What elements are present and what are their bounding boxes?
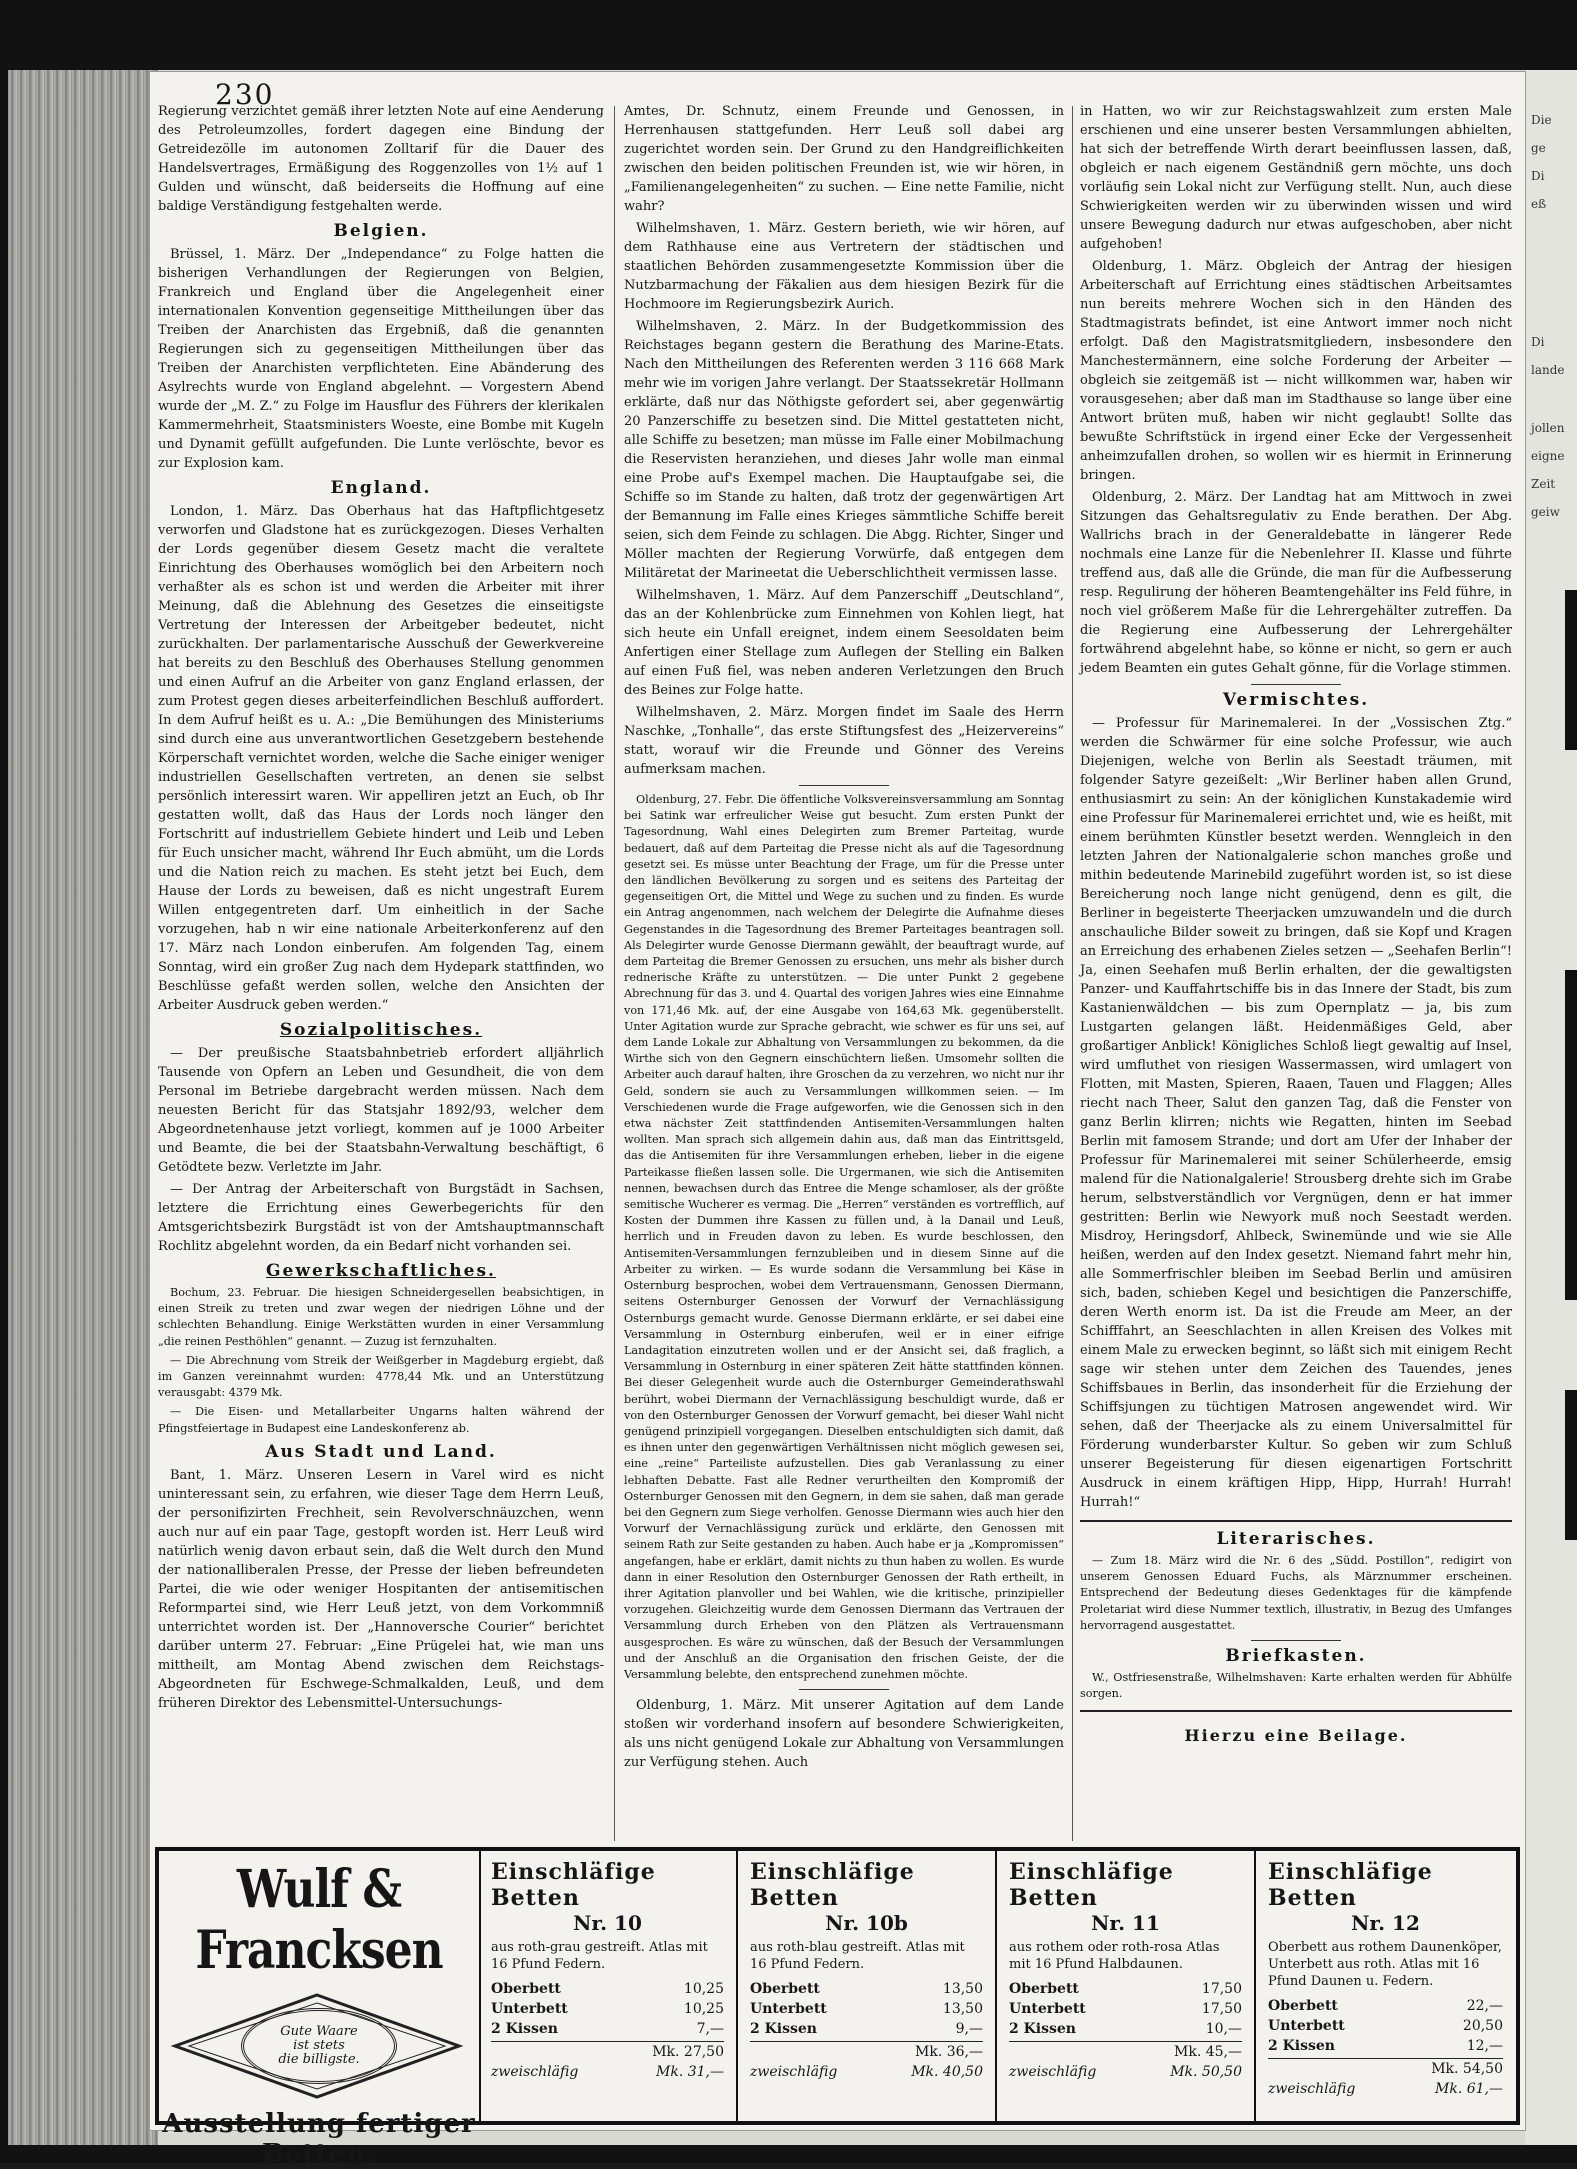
alt-label: zweischläfig — [750, 2064, 838, 2080]
article-text: Bochum, 23. Februar. Die hiesigen Schneidergesellen beabsichtigen, in einen Streik zu treten und zwar wegen der niedrigen Löhne und der schlechten Behandlung. Einige Werkstätten wurden in einer Versammlung „die reinen Pesthöhlen“ genannt. — Zuzug ist fernzuhalten. — [158, 1286, 604, 1348]
item-name: Oberbett — [491, 1981, 561, 1997]
adjacent-page-edge — [1525, 70, 1577, 2145]
alt-price: Mk. 40,50 — [911, 2064, 983, 2080]
separator-rule — [799, 1689, 889, 1690]
ad-slogan-line: Gute Waare — [280, 2024, 358, 2039]
article-text: Regierung verzichtet gemäß ihrer letzten Note auf eine Aenderung des Petroleumzolles, fordert dagegen eine Bindung der Getreidezölle im autonomen Zolltarif für die Dauer des Handelsvertrages, Ermäßigung des Roggenzolles von 1½ auf 1 Gulden und wünscht, daß beiderseits die Hoffnung auf eine baldige Verständigung festgehalten werde. — [158, 104, 604, 214]
ad-brand-name: Wulf & Francksen — [195, 1858, 443, 1982]
ad-brand-panel — [159, 1851, 481, 2169]
ad-offer — [1256, 1851, 1515, 2121]
article-text: London, 1. März. Das Oberhaus hat das Haftpflichtgesetz verworfen und Gladstone hat es zurückgezogen. Dieses Verhalten der Lords gegenüber diesem Gesetz macht die veraltete Einrichtung des Oberhauses womöglich bei den Arbeitern noch verhaßter als es schon ist und werden die Arbeiter mit ihrer Meinung, daß die Ablehnung des Gesetzes die einseitigste Vertretung der Interessen der Arbeitgeber bedeutet, nicht zurückhalten. Der parlamentarische Ausschuß der Gewerkvereine hat bereits zu den Beschluß des Oberhauses Stellung genommen und einen Aufruf an die Arbeiter von ganz England erlassen, der zum Protest gegen dieses arbeiterfeindlichen Beschluß auffordert. In dem Aufruf heißt es u. A.: „Die Bemühungen des Ministeriums sind durch eine aus unverantwortlichen Gesetzgebern bestehende Körperschaft vernichtet worden, welche die Sache einiger weniger industriellen Gesellschaften vertreten, an denen sie selbst persönlich interessirt waren. Wir appelliren jetzt an Euch, ob Ihr gestatten wollt, daß das Haus der Lords noch länger den Fortschritt auf industriellem Gebiete hindert und Leib und Leben für Euch unsicher macht, während Ihr Euch abmüht, um die Lords und die Nation reich zu machen. Es steht jetzt bei Euch, dem Hause der Lords zu beweisen, daß es nicht ungestraft Eurem Willen entgegentreten darf. Um einheitlich in der Sache vorzugehen, hab n wir eine nationale Arbeiterkonferenz auf den 17. März nach London einberufen. Am folgenden Tag, einem Sonntag, wird ein großer Zug nach dem Hydepark stattfinden, wo Beschlüsse gefaßt werden sollen, welche den Ansichten der Arbeiter Ausdruck geben werden.“ — [158, 504, 604, 1013]
section-heading: England. — [330, 478, 432, 498]
alt-label: zweischläfig — [491, 2064, 579, 2080]
edge-ink-bar — [1565, 1390, 1577, 1540]
ad-slogan-oval — [241, 2008, 397, 2084]
offer-title: Einschläfige Betten — [1009, 1859, 1174, 1911]
article-text: Oldenburg, 27. Febr. Die öffentliche Volksvereinsversammlung am Sonntag bei Satink war erfreulicher Weise gut besucht. Zum ersten Punkt der Tagesordnung, Wahl eines Delegirten zum Bremer Parteitag, wurde bedauert, daß auf dem Parteitag die Presse nicht als auf die Tagesordnung gesetzt sei. Es müsse unter Beachtung der Frage, um für die Presse unter den ländlichen Bevölkerung zu sorgen und es seitens des Parteitag der gegenseitigen Ort, die Mittel und Wege zu suchen und zu finden. Es wurde ein Antrag angenommen, nach welchem der Delegirte die Aufnahme dieses Gegenstandes in die Tagesordnung des Bremer Parteitages beantragen soll. Als Delegirter wurde Genosse Diermann gewählt, der beauftragt wurde, auf dem Parteitag die Bremer Genossen zu ersuchen, uns mehr als bisher durch rednerische Kräfte zu unterstützen. — Die unter Punkt 2 gegebene Abrechnung für das 3. und 4. Quartal des vorigen Jahres wies eine Einnahme von 171,46 Mk. auf, der eine Ausgabe von 164,63 Mk. gegenüberstellt. Unter Agitation wurde zur Sprache gebracht, wie schwer es für uns sei, auf dem Lande Lokale zur Abhaltung von Versammlungen zu bekommen, da die Wirthe sich von den Gegnern einschüchtern ließen. Umsomehr sollten die Arbeiter auch darauf halten, ihre Groschen da zu verzehren, wo nicht nur ihr Geld, sondern sie auch zu Versammlungen willkommen seien. — Im Verschiedenen wurde die Frage aufgeworfen, wie die Genossen sich in den etwa nächster Zeit stattfindenden Antisemiten-Versammlungen halten wollten. Man sprach sich allgemein dahin aus, daß man das Eintrittsgeld, das die Antisemiten für ihre Versammlungen erheben, lieber in die eigene Parteikasse fließen lassen solle. Die Urgermanen, wie sich die Antisemiten nennen, bewachsen durch das Entree die Menge schamloser, als der größte semitische Wucherer es vermag. Die „Herren“ verständen es vortrefflich, auf Kosten der Dummen ihre Kassen zu füllen und, à la Danail und Leuß, herrlich und in Freuden davon zu leben. Es wurde beschlossen, den Antisemiten-Versammlungen fernzubleiben und in diesem Sinne auf die Arbeiter zu wirken. — Es wurde sodann die Versammlung bei Käse in Osternburg besprochen, wobei dem Vertrauensmann, Genossen Diermann, seitens Osternburger Genossen der Vorwurf der Vernachlässigung Osternburgs gemacht wurde. Genosse Diermann erklärte, er sei dabei eine Versammlung in Osternburg einberufen, weil er in einer eifrige Landagitation einzutreten wollen und er der Ansicht sei, daß fraglich, a Versammlung in Osternburg in einer späteren Zeit hätte stattfinden können. Bei dieser Gelegenheit wurde auch die Osternburger Gemeinderathswahl berührt, wobei Diermann der Vernachlässigung beschuldigt wurde, daß er von den Osternburger Genossen der Vorwurf gemacht, bei dieser Wahl nicht genügend prinzipiell vorgegangen. Dieselben entschuldigten sich damit, daß es ihnen unter den gegenwärtigen Verhältnissen nicht möglich gewesen sei, eine „reine“ Parteiliste aufzustellen. Dies gab Veranlassung zu einer lebhaften Debatte. Fast alle Redner verurtheilten den Kompromiß der Osternburger Genossen mit den Gegnern, in dem sie sahen, daß man gerade bei den Gegnern zum Siege verholfen. Genosse Diermann wies auch hier den Vorwurf der Vernachlässigung zurück und erklärte, den Genossen mit seinem Rath zur Seite gestanden zu haben. Auch habe er ja „Kompromissen“ angefangen, habe er erklärt, damit nichts zu thun haben zu wollen. Es wurde dann in einer Resolution den Osternburger Genossen der Rath ertheilt, in ihrer Agitation planvoller und bei Wahlen, wie die kritische, prinzipieller vorzugehen. Gleichzeitig wurde dem Genossen Diermann das Vertrauen der Versammlung durch Erheben von den Plätzen als Vertrauensmann ausgesprochen. Es wäre zu wünschen, daß der Besuch der Versammlungen und der Anschluß an die Organisation den frischen Geiste, der die Versammlung belebte, den entsprechend zunehmen möchte. — [624, 793, 1064, 1681]
item-price: 10,25 — [683, 2001, 724, 2017]
section-heading: Literarisches. — [1216, 1529, 1376, 1549]
section-heading: Aus Stadt und Land. — [265, 1441, 497, 1462]
column-1 — [158, 102, 604, 1716]
separator-rule — [1251, 1640, 1341, 1641]
offer-alt — [491, 2062, 724, 2082]
ad-offer — [997, 1851, 1256, 2121]
offer-line — [750, 1979, 983, 1999]
offer-total: Mk. 45,— — [1009, 2041, 1242, 2062]
offer-total: Mk. 36,— — [750, 2041, 983, 2062]
edge-fragment: Die — [1531, 113, 1552, 127]
item-name: Oberbett — [1268, 1998, 1338, 2014]
supplement-notice: Hierzu eine Beilage. — [1184, 1726, 1408, 1746]
offer-line — [1009, 2019, 1242, 2039]
offer-description: aus roth-blau gestreift. Atlas mit 16 Pfund Federn. — [750, 1940, 965, 1972]
alt-label: zweischläfig — [1009, 2064, 1097, 2080]
separator-rule — [799, 785, 889, 786]
offer-alt — [1268, 2079, 1503, 2099]
offer-description: Oberbett aus rothem Daunenköper, Unterbett aus roth. Atlas mit 16 Pfund Daunen u. Federn. — [1268, 1940, 1502, 1989]
item-price: 13,50 — [942, 2001, 983, 2017]
offer-number: Nr. 11 — [1091, 1911, 1160, 1935]
edge-fragment: lande — [1531, 363, 1565, 377]
article-text: — Professur für Marinemalerei. In der „Vossischen Ztg.“ werden die Schwärmer für eine solche Professur, wie auch Diejenigen, welche von Berlin als Seestadt träumen, mit folgender Satyre gezeißelt: „Wir Berliner haben allen Grund, enthusiasmirt zu sein: An der königlichen Kunstakademie wird eine Professur für Marinemalerei errichtet und, wie es heißt, mit einem berühmten Künstler besetzt werden. Wenngleich in den letzten Jahren der Nationalgalerie schon manches große und mithin bedeutende Marinebild zugeführt worden ist, so ist diese Bereicherung noch lange nicht genügend, denn es gilt, die Berliner in begeisterte Theerjacken umzuwandeln und die durch anschauliche Bilder soweit zu bringen, daß sie Kopf und Kragen an Erreichung des erhabenen Zieles setzen — „Seehafen Berlin“! Ja, einen Seehafen muß Berlin erhalten, der die gewaltigsten Panzer- und Kauffahrtschiffe bis in das Innere der Stadt, bis zum Kastanienwäldchen — bis zum Opernplatz — ja, bis zum Lustgarten gelangen läßt. Heidenmäßiges Geld, aber großartiger Anblick! Königliches Schloß liegt gewaltig auf Insel, wird umfluthet von riesigen Wassermassen, wird umlagert von Flotten, mit Masten, Spieren, Raaen, Tauen und Flaggen; Alles riecht nach Theer, Salut den ganzen Tag, daß die Fenster von ganz Berlin klirren; nichts wie Regatten, hinten im Seebad Berlin mit famosem Strande; und dort am Ufer der Inhaber der Professur für Marinemalerei mit seiner Schülerheerde, emsig malend für die Nationalgalerie! Strousberg drehte sich im Grabe herum, selbstverständlich vor Vergnügen, denn er hat immer gestritten: Berlin wie Newyork muß noch Seestadt werden. Misdroy, Heringsdorf, Ahlbeck, Swinemünde und wie sie Alle heißen, werden auf den Index gesetzt. Niemand fahrt mehr hin, alle Sommerfrischler bleiben im Seebad Berlin und amüsiren sich, baden, schieben Kegel und besichtigen die Panzerschiffe, deren Werth enorm ist. Da ist die Freude am Meer, an der Schifffahrt, an Seeschlachten in allen Kreisen des Volkes mit einem Male zu erwecken beginnt, so läßt sich mit einigem Recht sage wir stehen unter dem Zeichen des Tauendes, jenes Schiffsbaues in Berlin, das insonderheit für die Erziehung der Schiffsjungen zu tüchtigen Matrosen angewendet wird. Wir sehen, daß der Theerjacke als zu einem Universalmittel für Förderung wunderbarster Kultur. So geben wir zum Schluß unserer Begeisterung für diesen eigenartigen Fortschritt Ausdruck in einem kräftigen Hipp, Hipp, Hurrah! Hurrah! Hurrah!“ — [1080, 716, 1512, 1510]
edge-fragment: Di — [1531, 169, 1545, 183]
edge-fragment: eigne — [1531, 449, 1565, 463]
edge-fragment: jollen — [1531, 421, 1565, 435]
alt-price: Mk. 31,— — [656, 2064, 724, 2080]
item-name: Unterbett — [1009, 2001, 1086, 2017]
item-price: 7,— — [696, 2021, 724, 2037]
article-text: W., Ostfriesenstraße, Wilhelmshaven: Karte erhalten werden für Abhülfe sorgen. — [1080, 1671, 1512, 1701]
article-text: — Die Eisen- und Metallarbeiter Ungarns halten während der Pfingstfeiertage in Budapest eine Landeskonferenz ab. — [158, 1405, 604, 1435]
separator-rule — [1251, 684, 1341, 685]
edge-ink-bar — [1565, 970, 1577, 1300]
item-name: Unterbett — [491, 2001, 568, 2017]
offer-line — [750, 2019, 983, 2039]
separator-rule — [1080, 1710, 1512, 1712]
offer-alt — [1009, 2062, 1242, 2082]
alt-price: Mk. 50,50 — [1170, 2064, 1242, 2080]
item-price: 17,50 — [1201, 1981, 1242, 1997]
section-heading: Sozialpolitisches. — [279, 1020, 483, 1040]
article-text: Wilhelmshaven, 1. März. Gestern berieth, wie wir hören, auf dem Rathhause eine aus Vertretern der städtischen und staatlichen Behörden zusammengesetzte Kommission über die Nutzbarmachung der Fäkalien aus dem hiesigen Bezirk für die Hochmoore im Regierungsbezirk Aurich. — [624, 221, 1064, 312]
offer-number: Nr. 12 — [1351, 1911, 1420, 1935]
item-name: 2 Kissen — [1268, 2038, 1335, 2054]
item-price: 22,— — [1466, 1998, 1503, 2014]
article-text: — Die Abrechnung vom Streik der Weißgerber in Magdeburg ergiebt, daß im Ganzen vereinnahmt wurden: 4778,44 Mk. und an Unterstützung verausgabt: 4379 Mk. — [158, 1353, 604, 1400]
offer-number: Nr. 10 — [573, 1911, 642, 1935]
item-name: 2 Kissen — [491, 2021, 558, 2037]
alt-label: zweischläfig — [1268, 2081, 1356, 2097]
article-text: — Der Antrag der Arbeiterschaft von Burgstädt in Sachsen, letztere die Errichtung eines Gewerbegerichts für den Amtsgerichtsbezirk Burgstädt ist von der Amtshauptmannschaft Rochlitz abgelehnt worden, da ein Bedarf nicht vorhanden sei. — [158, 1182, 604, 1254]
offer-title: Einschläfige Betten — [491, 1859, 656, 1911]
ad-offer — [738, 1851, 997, 2121]
item-name: 2 Kissen — [1009, 2021, 1076, 2037]
edge-fragment: Di — [1531, 335, 1545, 349]
binding-gutter — [8, 70, 158, 2145]
edge-fragment: Zeit — [1531, 477, 1556, 491]
offer-line — [491, 1999, 724, 2019]
alt-price: Mk. 61,— — [1435, 2081, 1503, 2097]
article-text: Oldenburg, 1. März. Obgleich der Antrag der hiesigen Arbeiterschaft auf Errichtung eines städtischen Arbeitsamtes nun bereits mehrere Wochen sich in den Händen des Stadtmagistrats befindet, ist eine Antwort immer noch nicht erfolgt. Daß den Magistratsmitgliedern, insbesondere den Manchestermännern, eine solche Forderung der Arbeiter — obgleich sie zeitgemäß ist — nicht willkommen war, haben wir vorausgesehen; aber daß man im Stadthause so lange über eine Antwort brüten muß, haben wir nicht geglaubt! Sollte das bewußte Schriftstück in irgend einer Ecke der Vergessenheit anheimzufallen drohen, so wollen wir es hiermit in Erinnerung bringen. — [1080, 259, 1512, 483]
item-price: 20,50 — [1462, 2018, 1503, 2034]
ad-subtitle: Ausstellung fertiger Betten. — [162, 2109, 476, 2169]
ad-slogan-line: die billigste. — [278, 2052, 360, 2067]
edge-fragment: ge — [1531, 141, 1546, 155]
offer-line — [1009, 1999, 1242, 2019]
offer-title: Einschläfige Betten — [1268, 1859, 1433, 1911]
item-price: 12,— — [1466, 2038, 1503, 2054]
offer-total: Mk. 54,50 — [1268, 2058, 1503, 2079]
offer-line — [491, 1979, 724, 1999]
article-text: Wilhelmshaven, 2. März. In der Budgetkommission des Reichstages begann gestern die Berathung des Marine-Etats. Nach den Mittheilungen des Referenten werden 3 116 668 Mark mehr wie im vorigen Jahre verlangt. Der Staatssekretär Hollmann erklärte, daß nur das Nöthigste gefordert sei, aber gegenwärtig 20 Panzerschiffe zu besetzen sind. Die Mittel gestatteten nicht, alle Schiffe zu besetzen; man müsse im Falle einer Mobilmachung die Reservisten heranziehen, und dieses Jahr wolle man einmal eine Probe auf's Exempel machen. Die Hauptaufgabe sei, die Schiffe so im Stande zu halten, daß trotz der gegenwärtigen Art der Bemannung im Falle eines Krieges sämmtliche Schiffe bereit seien, sich dem Feinde zu schlagen. Die Abgg. Richter, Singer und Möller machten der Regierung Vorwürfe, daß entgegen dem Militäretat der Marineetat die Ueberschlichtheit vermissen lasse. — [624, 319, 1064, 581]
offer-line — [1009, 1979, 1242, 1999]
offer-alt — [750, 2062, 983, 2082]
section-heading: Belgien. — [333, 221, 429, 241]
ad-offer — [479, 1851, 738, 2121]
offer-number: Nr. 10b — [825, 1911, 908, 1935]
offer-line — [1268, 1996, 1503, 2016]
article-text: Oldenburg, 1. März. Mit unserer Agitation auf dem Lande stoßen wir vorderhand insofern auf besondere Schwierigkeiten, als uns nicht genügend Lokale zur Abhaltung von Versammlungen zur Verfügung stehen. Auch — [624, 1698, 1064, 1771]
ad-slogan-line: ist stets — [293, 2038, 345, 2053]
column-3 — [1080, 102, 1512, 1745]
item-name: 2 Kissen — [750, 2021, 817, 2037]
item-price: 13,50 — [942, 1981, 983, 1997]
offer-title: Einschläfige Betten — [750, 1859, 915, 1911]
article-text: Bant, 1. März. Unseren Lesern in Varel wird es nicht uninteressant sein, zu erfahren, wie dieser Tage dem Herrn Leuß, der personifizirten Frechheit, sein Revolverschnäuzchen, wenn auch nur auf ein paar Tage, gestopft worden ist. Herr Leuß wird natürlich wenig davon erbaut sein, daß die Welt durch den Mund der nationalliberalen Presse, der Presse der lieben befreundeten Partei, die wie oder weniger Hospitanten der antisemitischen Reformpartei sind, wie Herr Leuß jetzt, von dem Vorkommniß unterrichtet worden ist. Der „Hannoversche Courier“ berichtet darüber unterm 27. Februar: „Eine Prügelei hat, wie man uns mittheilt, am Montag Abend zwischen dem Reichstags-Abgeordneten für Eschwege-Schmalkalden, Leuß, und dem früheren Direktor des Lebensmittel-Untersuchungs- — [158, 1467, 604, 1711]
offer-total: Mk. 27,50 — [491, 2041, 724, 2062]
item-price: 10,— — [1205, 2021, 1242, 2037]
offer-line — [1268, 2036, 1503, 2056]
article-text: Brüssel, 1. März. Der „Independance“ zu Folge hatten die bisherigen Verhandlungen der Regierungen von Belgien, Frankreich und England über die Angelegenheit einer internationalen Konvention gegenseitige Mittheilungen über das Treiben der Anarchisten das Ergebniß, daß die genannten Regierungen sich zu gegenseitigen Mittheilungen über das Treiben der Anarchisten verpflichteten. Eine Abänderung des Asylrechts wurde von England abgelehnt. — Vorgestern Abend wurde der „M. Z.“ zu Folge im Hausflur des Führers der klerikalen Kammermehrheit, Staatsministers Woeste, eine Bombe mit Kugeln und Dynamit gefüllt aufgefunden. Die Lunte verlöschte, bevor es zur Explosion kam. — [158, 247, 604, 471]
offer-line — [750, 1999, 983, 2019]
edge-fragment: geiw — [1531, 505, 1560, 519]
offer-line — [1268, 2016, 1503, 2036]
article-text: Wilhelmshaven, 1. März. Auf dem Panzerschiff „Deutschland“, das an der Kohlenbrücke zum Einnehmen von Kohlen liegt, hat sich heute ein Unfall ereignet, indem einem Seesoldaten beim Anfertigen einer Stellage zum Auflegen der Stelling ein Balken auf einen Fuß fiel, was neben anderen Verletzungen den Bruch des Beines zur Folge hatte. — [624, 588, 1064, 698]
column-2 — [624, 102, 1064, 1775]
item-name: Unterbett — [1268, 2018, 1345, 2034]
offer-line — [491, 2019, 724, 2039]
article-text: Oldenburg, 2. März. Der Landtag hat am Mittwoch in zwei Sitzungen das Gehaltsregulativ zu Ende berathen. Der Abg. Wallrichs brach in der Generaldebatte in längerer Rede nochmals eine Lanze für die Nebenlehrer II. Klasse und führte treffend aus, daß alle die Gründe, die man für die Aufbesserung resp. Regulirung der höheren Beamtengehälter ins Feld führe, in noch viel größerem Maße für die Lehrergehälter zutreffen. Da die Regierung eine Aufbesserung der Lehrergehälter fortwährend abgelehnt habe, so könne er nicht, so gern er auch jedem Beamten ein gutes Gehalt gönne, für die Vorlage stimmen. — [1080, 490, 1512, 676]
item-price: 10,25 — [683, 1981, 724, 1997]
offer-description: aus rothem oder roth-rosa Atlas mit 16 Pfund Halbdaunen. — [1009, 1940, 1220, 1972]
newspaper-page — [150, 72, 1525, 2169]
article-text: Amtes, Dr. Schnutz, einem Freunde und Genossen, in Herrenhausen stattgefunden. Herr Leuß soll dabei arg zugerichtet worden sein. Der Grund zu den Handgreiflichkeiten zwischen den beiden politischen Freunden ist, wie wir hören, in „Familienangelegenheiten“ zu suchen. — Eine nette Familie, nicht wahr? — [624, 104, 1064, 214]
item-name: Unterbett — [750, 2001, 827, 2017]
item-price: 9,— — [955, 2021, 983, 2037]
article-text: — Zum 18. März wird die Nr. 6 des „Südd. Postillon“, redigirt von unserem Genossen Eduard Fuchs, als Märznummer erscheinen. Entsprechend der Bedeutung dieses Gedenktages für die kämpfende Proletariat wird diese Nummer textlich, illustrativ, in Bezug des Umfanges hervorragend ausgestattet. — [1080, 1554, 1512, 1632]
item-name: Oberbett — [750, 1981, 820, 1997]
offer-description: aus roth-grau gestreift. Atlas mit 16 Pfund Federn. — [491, 1940, 708, 1972]
column-divider — [614, 106, 615, 1841]
item-price: 17,50 — [1201, 2001, 1242, 2017]
ad-emblem — [159, 1991, 479, 2101]
advertisement — [155, 1847, 1520, 2169]
column-divider — [1072, 106, 1073, 1841]
section-heading: Briefkasten. — [1225, 1646, 1367, 1667]
page-number: 230 — [215, 78, 275, 111]
item-name: Oberbett — [1009, 1981, 1079, 1997]
section-heading: Vermischtes. — [1222, 690, 1370, 710]
article-text: — Der preußische Staatsbahnbetrieb erfordert alljährlich Tausende von Opfern an Leben und Gesundheit, die von dem Personal im Betriebe dargebracht werden müssen. Nach dem neuesten Bericht für das Statsjahr 1892/93, welcher dem Abgeordnetenhause jetzt vorliegt, kommen auf je 1000 Arbeiter und Beamte, die bei der Staatsbahn-Verwaltung beschäftigt, 6 Getödtete bezw. Verletzte im Jahr. — [158, 1046, 604, 1175]
edge-ink-bar — [1565, 590, 1577, 750]
article-text: in Hatten, wo wir zur Reichstagswahlzeit zum ersten Male erschienen und eine unserer besten Versammlungen abhielten, hat sich der betreffende Wirth derart beeinflussen lassen, daß, obgleich er nach eigenem Geständniß gern möchte, uns doch vorläufig sein Lokal nicht zur Verfügung stellt. Nun, auch diese Schwierigkeiten werden wir zu überwinden wissen und wird unsere Bewegung dadurch nur etwas aufgeschoben, aber nicht aufgehoben! — [1080, 104, 1512, 252]
article-text: Wilhelmshaven, 2. März. Morgen findet im Saale des Herrn Naschke, „Tonhalle“, das erste Stiftungsfest des „Heizervereins“ statt, worauf wir die Freunde und Gönner des Vereins aufmerksam machen. — [624, 705, 1064, 777]
section-heading: Gewerkschaftliches. — [266, 1261, 496, 1281]
edge-fragment: eß — [1531, 197, 1547, 211]
separator-rule — [1080, 1520, 1512, 1522]
